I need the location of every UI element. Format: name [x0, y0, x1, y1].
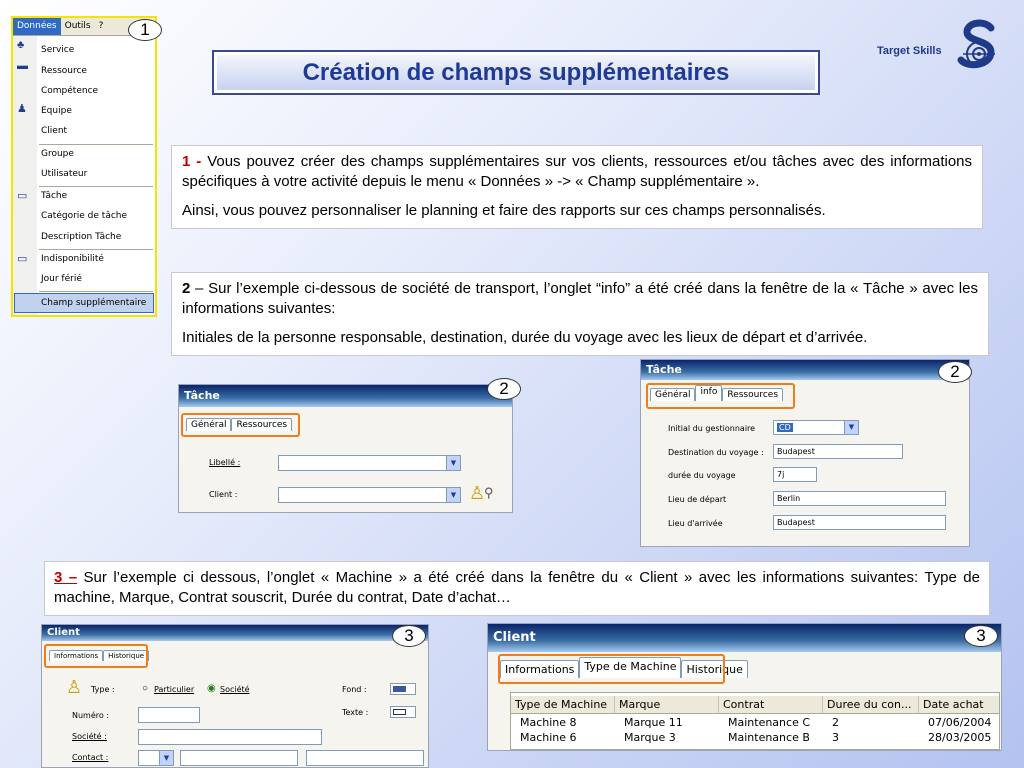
menu-separator [39, 144, 153, 145]
texte-label: Texte : [342, 708, 369, 717]
dialog-title: Tâche [641, 360, 969, 380]
chevron-down-icon[interactable]: ▼ [446, 456, 460, 470]
tab-type-de-machine[interactable]: Type de Machine [579, 657, 681, 678]
dialog-body [42, 641, 428, 768]
section-1-number: 1 - [182, 153, 202, 170]
section-3-para [54, 568, 980, 608]
table-cell: Machine 8 [520, 716, 577, 729]
chevron-down-icon[interactable]: ▼ [159, 751, 173, 765]
numero-field[interactable] [138, 707, 200, 723]
menu-separator [39, 186, 153, 187]
section-2-para-2: Initiales de la personne responsable, destination, durée du voyage avec les lieux de départ et d’arrivée. [182, 329, 868, 346]
tab-historique[interactable]: Historique [681, 660, 747, 678]
section-1-para-2: Ainsi, vous pouvez personnaliser le planning et faire des rapports sur ces champs personnalisés. [182, 202, 826, 219]
table-cell: 3 [832, 731, 839, 744]
section-3-box [44, 561, 990, 616]
menu-item-client[interactable]: Client [41, 126, 68, 136]
callout-3b: 3 [964, 625, 998, 647]
contact-name-field[interactable] [180, 750, 298, 766]
tab-ressources[interactable]: Ressources [231, 418, 292, 431]
tab-historique[interactable]: Historique [103, 650, 149, 661]
table-cell: Maintenance C [728, 716, 811, 729]
menu-item-tache[interactable]: Tâche [41, 191, 68, 201]
tab-general[interactable]: Général [650, 388, 695, 401]
highlight-frame [646, 383, 795, 409]
menu-item-champ-supplementaire[interactable]: Champ supplémentaire [41, 298, 147, 308]
section-2-box [171, 272, 989, 356]
table-cell: Marque 11 [624, 716, 683, 729]
callout-1: 1 [128, 19, 162, 41]
table-cell: 2 [832, 716, 839, 729]
donnees-menu [11, 16, 157, 317]
menu-item-categorie-tache[interactable]: Catégorie de tâche [41, 211, 128, 221]
callout-2: 2 [487, 378, 521, 400]
dialog-title: Client [42, 625, 428, 641]
column-header[interactable]: Date achat [923, 698, 984, 711]
menu-item-equipe[interactable]: Equipe [41, 106, 72, 116]
menu-outils[interactable]: Outils [64, 21, 91, 31]
table-cell: 07/06/2004 [928, 716, 992, 729]
dialog-body [179, 407, 512, 513]
column-header[interactable]: Duree du con... [823, 696, 919, 713]
depart-field[interactable]: Berlin [773, 491, 946, 506]
menu-help[interactable]: ? [98, 21, 104, 31]
tache-dialog-general [178, 384, 513, 513]
chevron-down-icon[interactable]: ▼ [844, 421, 858, 434]
table-row[interactable] [516, 716, 1002, 729]
table-cell: Marque 3 [624, 731, 676, 744]
dialog-body [488, 652, 1001, 751]
menu-separator [39, 291, 153, 292]
logo-text: Target Skills [877, 45, 942, 57]
color-swatch [393, 686, 406, 692]
slide-title-box [212, 50, 820, 95]
client-combo[interactable] [278, 487, 461, 503]
dialog-title: Client [488, 624, 1001, 652]
menu-item-service[interactable]: Service [41, 45, 75, 55]
societe-label: Société : [72, 732, 107, 741]
column-header[interactable]: Type de Machine [511, 696, 615, 713]
menu-icon-gutter [13, 36, 37, 315]
slide-title: Création de champs supplémentaires [217, 55, 815, 90]
field-label-duree: durée du voyage [668, 471, 736, 480]
menu-item-competence[interactable]: Compétence [41, 86, 99, 96]
destination-field[interactable]: Budapest [773, 444, 903, 459]
callout-2b: 2 [938, 361, 972, 383]
menu-item-description-tache[interactable]: Description Tâche [41, 232, 122, 242]
initial-value: CD [779, 423, 791, 432]
contact-extra-field[interactable] [306, 750, 424, 766]
tab-informations[interactable]: Informations [500, 660, 579, 678]
libelle-label: Libellé : [209, 458, 241, 467]
color-swatch [393, 709, 406, 715]
field-label-initial: Initial du gestionnaire [668, 424, 756, 433]
section-3-number: 3 – [54, 569, 78, 586]
table-row[interactable] [516, 731, 1002, 744]
tab-info[interactable]: info [695, 385, 722, 401]
societe-field[interactable] [138, 729, 322, 745]
contact-combo[interactable] [138, 750, 174, 766]
fond-label: Fond : [342, 685, 367, 694]
menu-item-indisponibilite[interactable]: Indisponibilité [41, 254, 104, 264]
table-header [511, 696, 999, 714]
person-icon: ♙ [66, 677, 83, 697]
highlight-frame [44, 644, 148, 668]
menu-dropdown [13, 36, 155, 315]
texte-color-picker[interactable] [390, 706, 416, 718]
initial-combo[interactable] [773, 420, 859, 435]
table-cell: Machine 6 [520, 731, 577, 744]
dialog-title: Tâche [179, 385, 512, 407]
menu-item-ressource[interactable]: Ressource [41, 66, 87, 76]
section-3-text: Sur l’exemple ci dessous, l’onglet « Machine » a été créé dans la fenêtre du « Client » avec les informations suivantes: Type de machine, Marque, Contrat souscrit, Durée du contrat, Date d’achat… [54, 569, 980, 606]
menu-item-utilisateur[interactable]: Utilisateur [41, 169, 88, 179]
search-icon[interactable]: ⚲ [484, 485, 494, 500]
tab-ressources[interactable]: Ressources [722, 388, 783, 401]
section-2-number: 2 [182, 280, 191, 297]
table-cell: 28/03/2005 [928, 731, 992, 744]
truck-icon: ▬ [17, 60, 28, 72]
client-label: Client : [209, 490, 238, 499]
highlight-frame [498, 654, 725, 684]
section-1-box [171, 145, 983, 229]
section-2-text: – Sur l’exemple ci-dessous de société de transport, l’onglet “info” a été créé dans la fenêtre de la « Tâche » avec les informations suivantes: [182, 280, 978, 317]
tache-dialog-info [640, 359, 970, 547]
contact-label: Contact : [72, 753, 109, 762]
client-dialog-informations [41, 624, 429, 768]
particulier-label: Particulier [154, 685, 195, 694]
person-icon[interactable]: ♙ [469, 483, 486, 503]
target-skills-logo [955, 18, 1003, 76]
menu-separator [39, 249, 153, 250]
numero-label: Numéro : [72, 711, 110, 720]
arrivee-field[interactable]: Budapest [773, 515, 946, 530]
client-dialog-type-machine [487, 623, 1002, 751]
type-label: Type : [91, 685, 115, 694]
societe-radio-label: Société [220, 685, 250, 694]
fond-color-picker[interactable] [390, 683, 416, 695]
libelle-combo[interactable] [278, 455, 461, 471]
callout-3: 3 [392, 625, 426, 647]
tab-general[interactable]: Général [186, 418, 231, 431]
dialog-body [641, 380, 969, 547]
section-1-para-1 [182, 152, 972, 192]
menu-item-jour-ferie[interactable]: Jour férié [41, 274, 82, 284]
tab-informations[interactable]: Informations [49, 650, 103, 661]
column-header[interactable]: Marque [615, 696, 719, 713]
menu-item-groupe[interactable]: Groupe [41, 149, 74, 159]
team-icon: ♟ [17, 103, 27, 115]
section-1-text: Vous pouvez créer des champs supplémentaires sur vos clients, ressources et/ou tâches avec des informations spécifiques à votre activité depuis le menu « Données » -> « Champ supplémentaire ». [182, 153, 973, 190]
highlight-frame [181, 413, 300, 437]
chevron-down-icon[interactable]: ▼ [446, 488, 460, 502]
section-2-para-1 [182, 279, 978, 319]
menu-donnees[interactable]: Données [13, 18, 61, 35]
task-icon: ▭ [17, 190, 28, 202]
radio-particulier[interactable]: ○ [142, 683, 149, 694]
duree-field[interactable]: 7j [773, 467, 817, 482]
field-label-depart: Lieu de départ [668, 495, 727, 504]
org-chart-icon: ♣ [17, 39, 25, 51]
unavailability-icon: ▭ [17, 253, 28, 265]
column-header[interactable]: Contrat [719, 696, 823, 713]
radio-societe[interactable]: ◉ [207, 683, 216, 694]
table-cell: Maintenance B [728, 731, 810, 744]
field-label-destination: Destination du voyage : [668, 448, 764, 457]
field-label-arrivee: Lieu d'arrivée [668, 519, 723, 528]
